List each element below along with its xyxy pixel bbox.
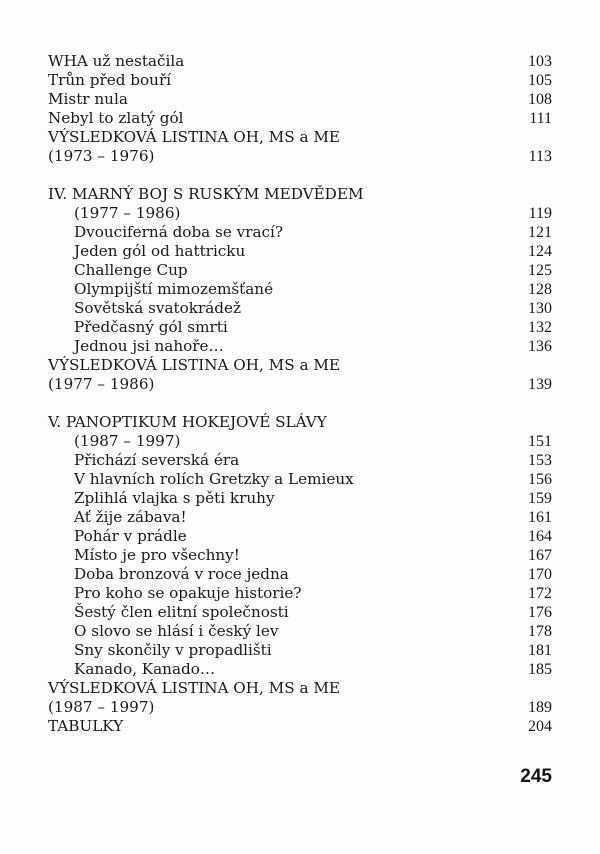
toc-entry (48, 242, 552, 261)
toc-entry (48, 261, 552, 280)
toc-entry-page: 156 (528, 471, 552, 488)
toc-entry-page: 119 (528, 205, 552, 222)
toc-entry (48, 584, 552, 603)
toc-entry-title: Přichází severská éra (74, 451, 240, 469)
toc-entry-page: 103 (528, 53, 552, 70)
toc-entry-title: Jednou jsi nahoře… (74, 337, 224, 355)
toc-entry-title: Jeden gól od hattricku (74, 242, 246, 260)
toc-entry-page: 130 (528, 300, 552, 317)
toc-entry-page: 151 (528, 433, 552, 450)
toc-entry (48, 109, 552, 128)
toc-entry-title: Doba bronzová v roce jedna (74, 565, 289, 583)
toc-entry-page: 167 (528, 547, 552, 564)
toc-entry-page: 139 (528, 376, 552, 393)
toc-entry-title: (1977 – 1986) (48, 375, 155, 393)
toc-entry (48, 641, 552, 660)
toc-entry-page: 178 (528, 623, 552, 640)
toc-entry-page: 128 (528, 281, 552, 298)
toc-entry (48, 147, 552, 166)
toc-entry (48, 451, 552, 470)
toc-entry-title: Trůn před bouří (48, 71, 172, 89)
toc-entry-page: 111 (529, 110, 552, 127)
toc-entry-page: 204 (528, 718, 552, 735)
toc-entry (48, 489, 552, 508)
toc-entry-title: Nebyl to zlatý gól (48, 109, 184, 127)
toc-entry-page: 121 (528, 224, 552, 241)
toc-entry-title: Challenge Cup (74, 261, 188, 279)
toc-entry (48, 603, 552, 622)
toc-entry (48, 375, 552, 394)
toc-entry-page: 108 (528, 91, 552, 108)
toc-entry-page: 153 (528, 452, 552, 469)
toc-entry (48, 71, 552, 90)
toc-entry (48, 470, 552, 489)
toc-entry-page: 105 (528, 72, 552, 89)
toc-entry-title: (1987 – 1997) (48, 698, 155, 716)
chapter-title: IV. MARNÝ BOJ S RUSKÝM MEDVĚDEM (48, 185, 364, 203)
toc-entry-page: 159 (528, 490, 552, 507)
toc-entry-page: 125 (528, 262, 552, 279)
toc-entry-page: 189 (528, 699, 552, 716)
toc-entry (48, 527, 552, 546)
toc-chapter-heading (48, 185, 552, 204)
toc-entry-page: 132 (528, 319, 552, 336)
toc-entry (48, 622, 552, 641)
toc-entry (48, 660, 552, 679)
toc-entry (48, 280, 552, 299)
toc-entry-title: Předčasný gól smrti (74, 318, 228, 336)
toc-entry-title: Kanado, Kanado… (74, 660, 216, 678)
toc-entry-title: VÝSLEDKOVÁ LISTINA OH, MS a ME (48, 128, 340, 146)
toc-entry-title: Místo je pro všechny! (74, 546, 240, 564)
toc-entry (48, 565, 552, 584)
toc-entry (48, 717, 552, 736)
toc-entry-title: Šestý člen elitní společnosti (74, 603, 289, 621)
toc-entry-title: (1973 – 1976) (48, 147, 155, 165)
toc-entry-title: Sovětská svatokrádež (74, 299, 242, 317)
toc-chapter-heading (48, 413, 552, 432)
toc-entry (48, 432, 552, 451)
toc-entry-page: 181 (528, 642, 552, 659)
toc-entry-title: V hlavních rolích Gretzky a Lemieux (74, 470, 354, 488)
toc-entry-page: 170 (528, 566, 552, 583)
toc-entry (48, 337, 552, 356)
section-gap (48, 166, 552, 185)
toc-entry-page: 113 (528, 148, 552, 165)
toc-entry (48, 128, 552, 147)
toc-entry-page: 164 (528, 528, 552, 545)
toc-entry-title: (1977 – 1986) (74, 204, 181, 222)
toc-entry-page: 124 (528, 243, 552, 260)
toc-entry-title: Olympijští mimozemšťané (74, 280, 274, 298)
page-number: 245 (520, 766, 552, 787)
section-gap (48, 394, 552, 413)
toc-entry-page: 161 (528, 509, 552, 526)
toc-entry (48, 318, 552, 337)
toc-entry-title: Pohár v prádle (74, 527, 187, 545)
toc-entry (48, 223, 552, 242)
toc-entry-title: O slovo se hlásí i český lev (74, 622, 279, 640)
toc-entry-title: Sny skončily v propadlišti (74, 641, 272, 659)
toc-entry-title: Zplihlá vlajka s pěti kruhy (74, 489, 275, 507)
toc-entry (48, 90, 552, 109)
toc-entry-title: Pro koho se opakuje historie? (74, 584, 302, 602)
toc-entry-title: WHA už nestačila (48, 52, 185, 70)
toc-entry (48, 508, 552, 527)
toc-entry-page: 136 (528, 338, 552, 355)
toc-entry-title: TABULKY (48, 717, 124, 735)
toc-entry (48, 299, 552, 318)
toc-entry-title: VÝSLEDKOVÁ LISTINA OH, MS a ME (48, 679, 340, 697)
toc-entry (48, 204, 552, 223)
toc-entry (48, 52, 552, 71)
table-of-contents (48, 52, 552, 736)
toc-entry-page: 176 (528, 604, 552, 621)
toc-entry-title: Dvouciferná doba se vrací? (74, 223, 284, 241)
toc-entry-title: (1987 – 1997) (74, 432, 181, 450)
toc-entry (48, 356, 552, 375)
toc-entry (48, 546, 552, 565)
toc-entry-title: VÝSLEDKOVÁ LISTINA OH, MS a ME (48, 356, 340, 374)
toc-entry-title: Mistr nula (48, 90, 128, 108)
toc-entry-page: 185 (528, 661, 552, 678)
chapter-title: V. PANOPTIKUM HOKEJOVÉ SLÁVY (48, 413, 327, 431)
toc-entry-title: Ať žije zábava! (74, 508, 187, 526)
toc-entry-page: 172 (528, 585, 552, 602)
toc-entry (48, 698, 552, 717)
toc-entry (48, 679, 552, 698)
